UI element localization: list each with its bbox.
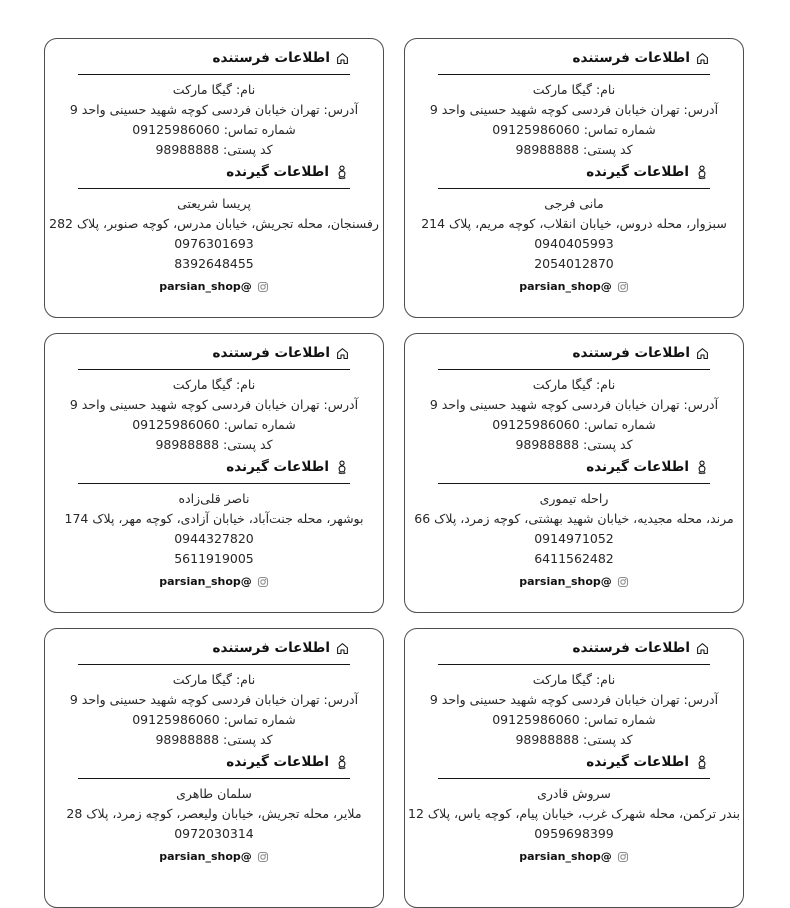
receiver-details (405, 194, 743, 274)
instagram-handle: parsian_shop@ (519, 575, 612, 588)
sender-postal-line: کد پستی: 98988888 (515, 437, 633, 452)
sender-section-header (438, 640, 710, 665)
sender-name-line: نام: گیگا مارکت (172, 82, 256, 97)
receiver-details (405, 489, 743, 569)
home-icon (335, 51, 350, 66)
sender-section-header (78, 345, 350, 370)
receiver-phone-secondary: 2054012870 (534, 256, 614, 271)
sender-phone-line: شماره تماس: 09125986060 (492, 712, 656, 727)
sender-name-line: نام: گیگا مارکت (172, 672, 256, 687)
receiver-section-title: اطلاعات گیرنده (226, 164, 329, 180)
receiver-name: سروش قادری (537, 786, 611, 801)
receiver-section-header (78, 459, 350, 484)
shipping-label-card (44, 333, 384, 613)
home-icon (695, 641, 710, 656)
receiver-phone-primary: 0976301693 (174, 236, 254, 251)
receiver-section-header (78, 754, 350, 779)
sender-address-line: آدرس: تهران خیابان فردسی کوچه شهید حسینی واحد 9 (69, 102, 359, 117)
receiver-phone-primary: 0940405993 (534, 236, 614, 251)
sender-section-header (78, 50, 350, 75)
receiver-details (45, 489, 383, 569)
instagram-icon (257, 281, 269, 293)
sender-name-line: نام: گیگا مارکت (532, 82, 616, 97)
sender-section-header (438, 345, 710, 370)
sender-section-title: اطلاعات فرستنده (572, 345, 690, 361)
shipping-label-card (44, 628, 384, 908)
receiver-details (45, 784, 383, 844)
person-pin-icon (334, 459, 350, 475)
person-pin-icon (694, 459, 710, 475)
receiver-name: سلمان طاهری (176, 786, 252, 801)
instagram-footer (45, 575, 383, 588)
receiver-phone-secondary: 6411562482 (534, 551, 614, 566)
sender-section-title: اطلاعات فرستنده (572, 640, 690, 656)
sender-postal-line: کد پستی: 98988888 (155, 437, 273, 452)
sender-details (45, 80, 383, 160)
receiver-section-header (438, 459, 710, 484)
receiver-address: سبزوار، محله دروس، خیابان انقلاب، کوچه مریم، پلاک 214 (421, 216, 727, 231)
receiver-name: راحله تیموری (539, 491, 609, 506)
receiver-phone-primary: 0944327820 (174, 531, 254, 546)
sender-details (405, 80, 743, 160)
receiver-section-title: اطلاعات گیرنده (586, 754, 689, 770)
person-pin-icon (694, 164, 710, 180)
sender-details (45, 375, 383, 455)
sender-address-line: آدرس: تهران خیابان فردسی کوچه شهید حسینی واحد 9 (69, 397, 359, 412)
sender-phone-line: شماره تماس: 09125986060 (132, 712, 296, 727)
shipping-label-card (404, 333, 744, 613)
instagram-handle: parsian_shop@ (159, 575, 252, 588)
receiver-section-title: اطلاعات گیرنده (586, 164, 689, 180)
sender-postal-line: کد پستی: 98988888 (155, 732, 273, 747)
receiver-address: مرند، محله مجیدیه، خیابان شهید بهشتی، کوچه زمرد، پلاک 66 (414, 511, 734, 526)
receiver-phone-primary: 0914971052 (534, 531, 614, 546)
person-pin-icon (694, 754, 710, 770)
sender-section-title: اطلاعات فرستنده (212, 640, 330, 656)
sender-address-line: آدرس: تهران خیابان فردسی کوچه شهید حسینی واحد 9 (429, 692, 719, 707)
instagram-footer (405, 850, 743, 863)
shipping-label-card (404, 38, 744, 318)
sender-section-title: اطلاعات فرستنده (212, 50, 330, 66)
sender-details (45, 670, 383, 750)
receiver-section-header (438, 754, 710, 779)
receiver-name: مانی فرجی (544, 196, 604, 211)
sender-address-line: آدرس: تهران خیابان فردسی کوچه شهید حسینی واحد 9 (429, 397, 719, 412)
instagram-icon (617, 851, 629, 863)
sender-section-title: اطلاعات فرستنده (212, 345, 330, 361)
sender-phone-line: شماره تماس: 09125986060 (492, 417, 656, 432)
sender-details (405, 670, 743, 750)
shipping-label-card (44, 38, 384, 318)
shipping-label-card (404, 628, 744, 908)
home-icon (695, 346, 710, 361)
instagram-footer (405, 280, 743, 293)
receiver-phone-secondary: 5611919005 (174, 551, 254, 566)
sender-details (405, 375, 743, 455)
receiver-section-header (438, 164, 710, 189)
instagram-handle: parsian_shop@ (519, 280, 612, 293)
sender-postal-line: کد پستی: 98988888 (155, 142, 273, 157)
sender-address-line: آدرس: تهران خیابان فردسی کوچه شهید حسینی واحد 9 (429, 102, 719, 117)
instagram-footer (45, 850, 383, 863)
receiver-section-title: اطلاعات گیرنده (586, 459, 689, 475)
receiver-phone-primary: 0972030314 (174, 826, 254, 841)
sender-phone-line: شماره تماس: 09125986060 (132, 122, 296, 137)
sender-postal-line: کد پستی: 98988888 (515, 142, 633, 157)
instagram-icon (617, 281, 629, 293)
sender-name-line: نام: گیگا مارکت (532, 377, 616, 392)
receiver-address: بندر ترکمن، محله شهرک غرب، خیابان پیام، کوچه یاس، پلاک 12 (408, 806, 740, 821)
person-pin-icon (334, 164, 350, 180)
sender-phone-line: شماره تماس: 09125986060 (492, 122, 656, 137)
receiver-details (45, 194, 383, 274)
receiver-details (405, 784, 743, 844)
receiver-section-title: اطلاعات گیرنده (226, 459, 329, 475)
sender-name-line: نام: گیگا مارکت (172, 377, 256, 392)
receiver-name: ناصر قلی‌زاده (178, 491, 250, 506)
instagram-icon (257, 851, 269, 863)
receiver-address: رفسنجان، محله تجریش، خیابان مدرس، کوچه صنوبر، پلاک 282 (49, 216, 379, 231)
instagram-footer (45, 280, 383, 293)
home-icon (695, 51, 710, 66)
instagram-handle: parsian_shop@ (519, 850, 612, 863)
receiver-section-title: اطلاعات گیرنده (226, 754, 329, 770)
receiver-section-header (78, 164, 350, 189)
sender-address-line: آدرس: تهران خیابان فردسی کوچه شهید حسینی واحد 9 (69, 692, 359, 707)
sender-section-title: اطلاعات فرستنده (572, 50, 690, 66)
sender-section-header (78, 640, 350, 665)
home-icon (335, 641, 350, 656)
receiver-phone-secondary: 8392648455 (174, 256, 254, 271)
home-icon (335, 346, 350, 361)
receiver-address: بوشهر، محله جنت‌آباد، خیابان آزادی، کوچه مهر، پلاک 174 (64, 511, 364, 526)
instagram-icon (617, 576, 629, 588)
sender-name-line: نام: گیگا مارکت (532, 672, 616, 687)
receiver-phone-primary: 0959698399 (534, 826, 614, 841)
instagram-icon (257, 576, 269, 588)
receiver-address: ملایر، محله تجریش، خیابان ولیعصر، کوچه زمرد، پلاک 28 (66, 806, 362, 821)
person-pin-icon (334, 754, 350, 770)
receiver-name: پریسا شریعتی (177, 196, 251, 211)
sender-phone-line: شماره تماس: 09125986060 (132, 417, 296, 432)
instagram-handle: parsian_shop@ (159, 850, 252, 863)
sender-section-header (438, 50, 710, 75)
instagram-footer (405, 575, 743, 588)
instagram-handle: parsian_shop@ (159, 280, 252, 293)
sender-postal-line: کد پستی: 98988888 (515, 732, 633, 747)
